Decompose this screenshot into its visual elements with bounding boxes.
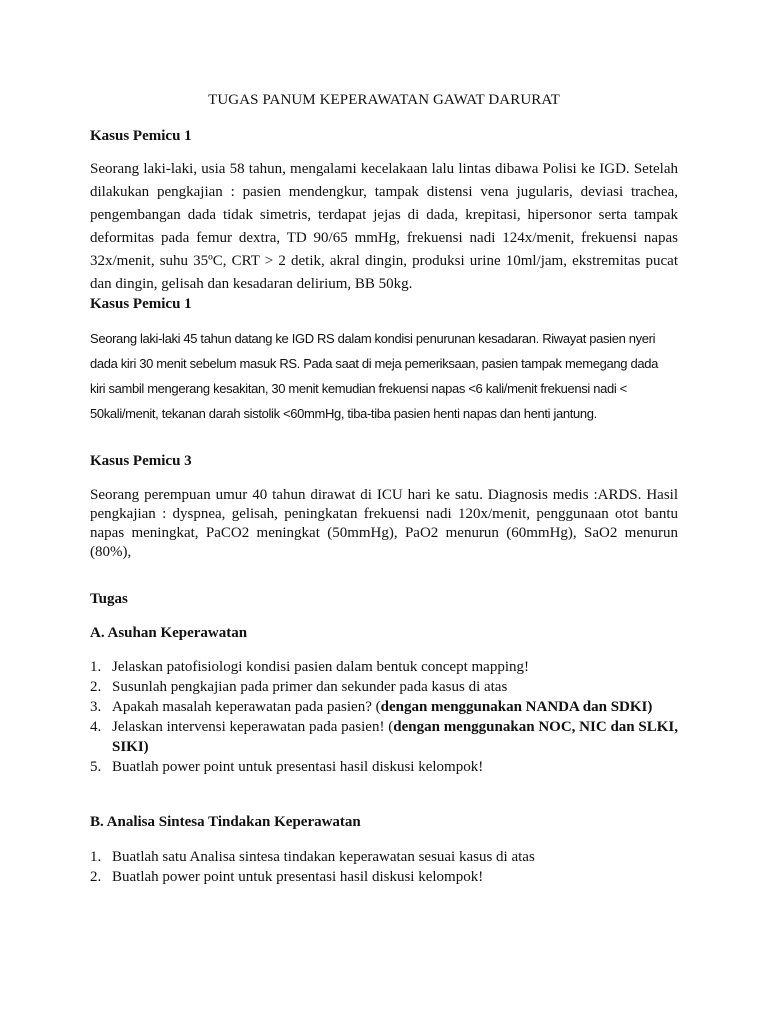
case-1-text: Seorang laki-laki, usia 58 tahun, mengalami kecelakaan lalu lintas dibawa Polisi ke IGD. Setelah dilakukan pengkajian : pasien mendengkur, tampak distensi vena jugularis, deviasi trachea, pengembangan dada tidak simetris, terdapat jejas di dada, krepitasi, hipersonor serta tampak deformitas pada femur dextra, TD 90/65 mmHg, frekuensi nadi 124x/menit, frekuensi napas 32x/menit, suhu 35ºC, CRT > 2 detik, akral dingin, produksi urine 10ml/jam, ekstremitas pucat dan dingin, gelisah dan kesadaran delirium, BB 50kg.	[90, 161, 678, 292]
list-text: Buatlah power point untuk presentasi hasil diskusi kelompok!	[112, 759, 484, 775]
case-3-heading: Kasus Pemicu 3	[90, 453, 192, 469]
list-text: Apakah masalah keperawatan pada pasien? (	[112, 699, 381, 715]
case-2-line: 50kali/menit, tekanan darah sistolik <60mmHg, tiba-tiba pasien henti napas dan henti jantung.	[90, 406, 597, 421]
list-bold-text: dengan menggunakan NANDA dan SDKI)	[380, 699, 653, 715]
list-text: Susunlah pengkajian pada primer dan sekunder pada kasus di atas	[112, 679, 508, 695]
section-a-heading: A. Asuhan Keperawatan	[90, 625, 248, 641]
list-number: 4.	[90, 719, 102, 735]
case-1-heading: Kasus Pemicu 1	[90, 128, 192, 144]
list-item	[90, 657, 678, 677]
list-number: 3.	[90, 699, 102, 715]
list-number: 1.	[90, 849, 102, 865]
section-b-heading: B. Analisa Sintesa Tindakan Keperawatan	[90, 814, 361, 830]
list-item	[90, 717, 678, 757]
case-2-line: dada kiri 30 menit sebelum masuk RS. Pada saat di meja pemeriksaan, pasien tampak memegang dada	[90, 356, 658, 371]
list-text: Jelaskan intervensi keperawatan pada pasien! (	[112, 719, 394, 735]
list-text: Buatlah satu Analisa sintesa tindakan keperawatan sesuai kasus di atas	[112, 849, 535, 865]
list-text: Jelaskan patofisiologi kondisi pasien dalam bentuk concept mapping!	[112, 659, 529, 675]
tugas-heading: Tugas	[90, 591, 128, 607]
list-number: 2.	[90, 679, 102, 695]
list-number: 5.	[90, 759, 102, 775]
list-item	[90, 677, 678, 697]
document-title: TUGAS PANUM KEPERAWATAN GAWAT DARURAT	[208, 92, 560, 108]
case-2-line: Seorang laki-laki 45 tahun datang ke IGD RS dalam kondisi penurunan kesadaran. Riwayat pasien nyeri	[90, 331, 656, 346]
section-b-list	[90, 847, 678, 887]
list-bold-text: dengan menggunakan NOC, NIC dan SLKI, SIKI)	[112, 719, 678, 755]
list-item	[90, 867, 678, 887]
list-item	[90, 847, 678, 867]
case-3-text: Seorang perempuan umur 40 tahun dirawat di ICU hari ke satu. Diagnosis medis :ARDS. Hasil pengkajian : dyspnea, gelisah, peningkatan frekuensi nadi 120x/menit, penggunaan otot bantu napas meningkat, PaCO2 meningkat (50mmHg), PaO2 menurun (60mmHg), SaO2 menurun (80%),	[90, 487, 678, 560]
list-number: 1.	[90, 659, 102, 675]
list-number: 2.	[90, 869, 102, 885]
section-a-list	[90, 657, 678, 777]
case-2-line: kiri sambil mengerang kesakitan, 30 menit kemudian frekuensi napas <6 kali/menit frekuensi nadi <	[90, 381, 627, 396]
case-2-text	[90, 326, 690, 426]
list-text: Buatlah power point untuk presentasi hasil diskusi kelompok!	[112, 869, 484, 885]
list-item	[90, 757, 678, 777]
case-2-heading: Kasus Pemicu 1	[90, 296, 192, 312]
list-item	[90, 697, 678, 717]
